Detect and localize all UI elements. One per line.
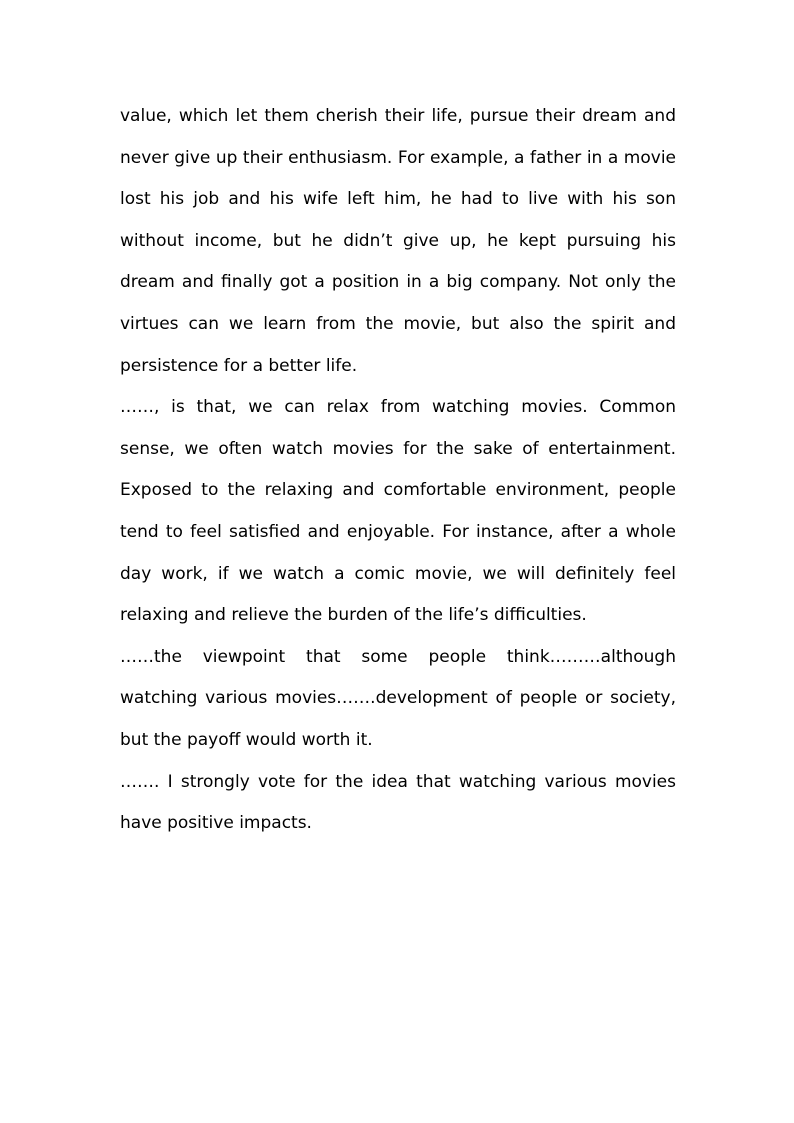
paragraph-2: ……, is that, we can relax from watching movies. Common sense, we often watch movies for the sake of entertainment. Exposed to the relaxing and comfortable environment, people tend to feel satisfied and enjoyable. For instance, after a whole day work, if we watch a comic movie, we will definitely feel relaxing and relieve the burden of the life’s difficulties. xyxy=(120,397,676,626)
paragraph-1: value, which let them cherish their life, pursue their dream and never give up their enthusiasm. For example, a father in a movie lost his job and his wife left him, he had to live with his son without income, but he didn’t give up, he kept pursuing his dream and finally got a position in a big company. Not only the virtues can we learn from the movie, but also the spirit and persistence for a better life. xyxy=(120,106,676,376)
body-text xyxy=(120,96,676,845)
paragraph-4: ……. I strongly vote for the idea that watching various movies have positive impacts. xyxy=(120,771,676,834)
paragraph-3: ……the viewpoint that some people think………although watching various movies…….development of people or society, but the payoff would worth it. xyxy=(120,646,676,750)
